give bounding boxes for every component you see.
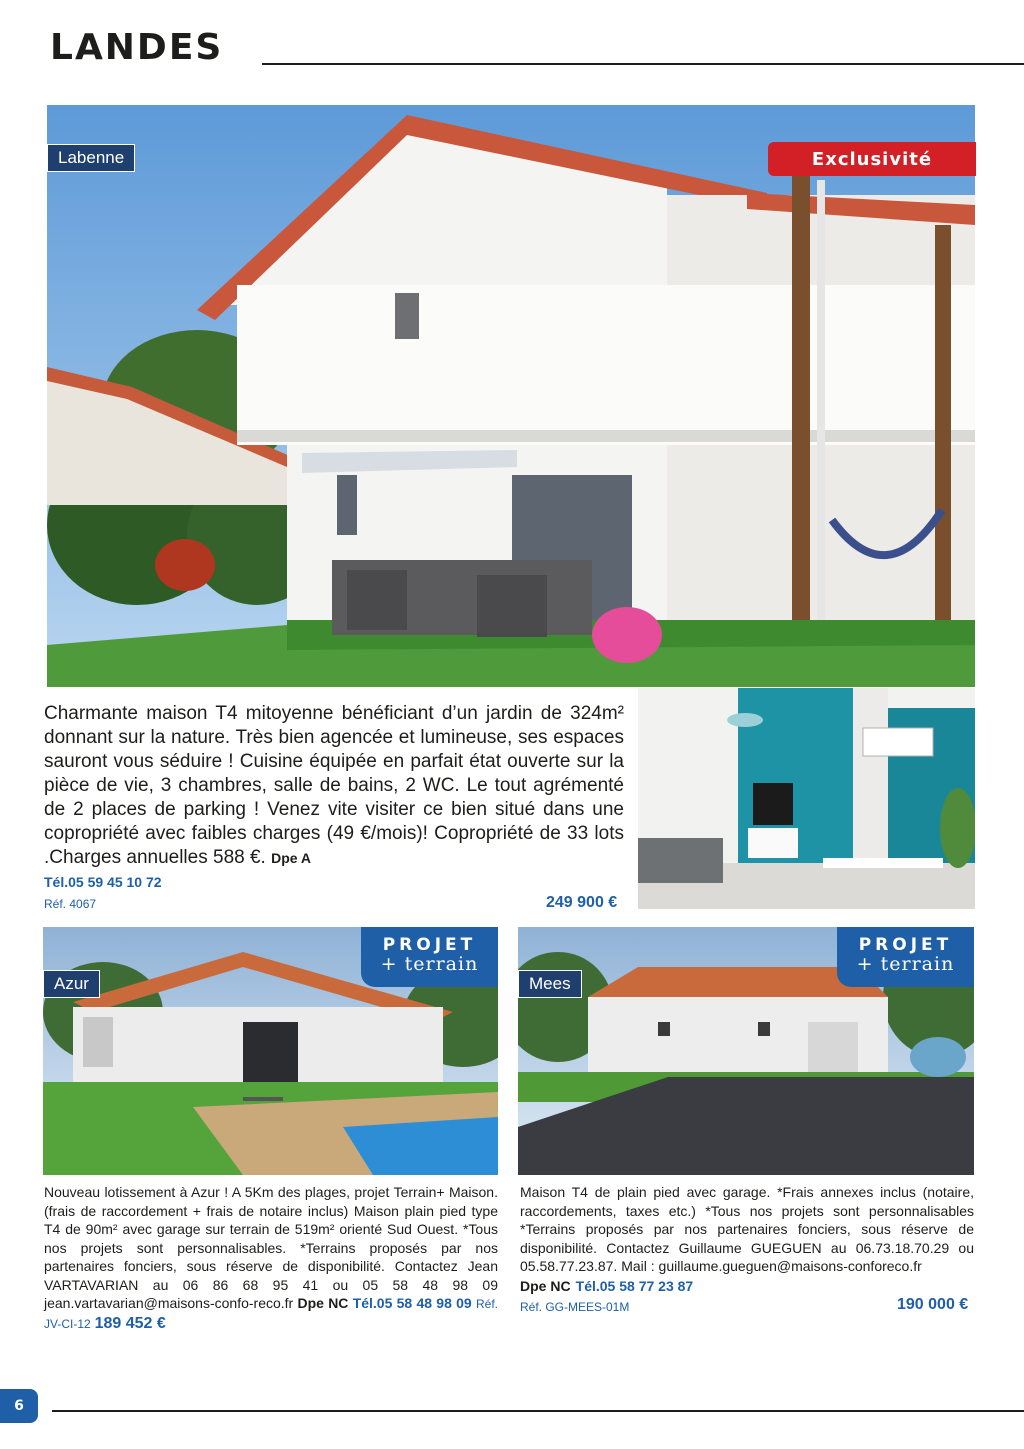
mees-listing-phone: Tél.05 58 77 23 87 <box>575 1278 694 1294</box>
mees-listing-price: 190 000 € <box>897 1296 969 1313</box>
mees-listing-dpe: Dpe NC <box>520 1278 571 1294</box>
page-title: LANDES <box>50 27 224 68</box>
projet-badge-line1: PROJET <box>858 935 953 955</box>
location-tag-mees: Mees <box>518 970 582 998</box>
azur-listing-phone: Tél.05 58 48 98 09 <box>352 1295 472 1311</box>
main-listing-description <box>44 702 624 870</box>
mees-contact-line <box>520 1276 693 1295</box>
main-listing-price: 249 900 € <box>546 894 618 911</box>
mees-listing-description <box>520 1183 974 1276</box>
projet-terrain-badge-azur <box>361 927 498 987</box>
footer-divider <box>52 1410 1024 1412</box>
projet-badge-line2: + terrain <box>856 953 955 975</box>
azur-listing-text: Nouveau lotissement à Azur ! A 5Km des plages, projet Terrain+ Maison. (frais de raccordement + frais de notaire inclus) Maison plain pied type T4 de 90m² avec garage sur terrain de 519m² orienté Sud Ouest. *Tous nos projets sont personnalisables. *Terrains proposés par nos partenaires fonciers, sous réserve de disponibilité. Contactez Jean VARTAVARIAN au 06 86 68 95 41 ou 05 58 48 98 09 jean.vartavarian@maisons-confo-reco.fr <box>44 1184 498 1311</box>
azur-listing-description <box>44 1183 498 1333</box>
location-tag-labenne: Labenne <box>47 144 135 172</box>
main-listing-text: Charmante maison T4 mitoyenne bénéficiant d’un jardin de 324m² donnant sur la nature. Très bien agencée et lumineuse, ses espaces sauront vous séduire ! Cuisine équipée en parfait état ouverte sur la pièce de vie, 3 chambres, salle de bains, 2 WC. Le tout agrémenté de 2 places de parking ! Venez vite visiter ce bien situé dans une copropriété avec faibles charges (49 €/mois)! Copropriété de 33 lots .Charges annuelles 588 €. <box>44 703 624 868</box>
header-divider <box>262 63 1024 65</box>
location-tag-azur: Azur <box>43 970 100 998</box>
main-listing-phone: Tél.05 59 45 10 72 <box>44 874 162 890</box>
azur-listing-ref: Réf. JV-CI-12 <box>44 1297 498 1331</box>
main-listing-dpe: Dpe A <box>271 850 312 866</box>
exclusivite-badge: Exclusivité <box>768 142 976 176</box>
projet-badge-line2: + terrain <box>380 953 479 975</box>
mees-listing-ref: Réf. GG-MEES-01M <box>520 1300 630 1314</box>
page-number: 6 <box>0 1389 38 1423</box>
main-house-photo <box>47 105 975 687</box>
azur-listing-dpe: Dpe NC <box>297 1295 349 1311</box>
projet-badge-line1: PROJET <box>382 935 477 955</box>
main-listing-ref: Réf. 4067 <box>44 897 97 911</box>
azur-listing-price: 189 452 € <box>94 1314 166 1332</box>
mees-listing-text: Maison T4 de plain pied avec garage. *Frais annexes inclus (notaire, raccordements, taxes etc.) *Tous nos projets sont personnalisables *Terrains proposés par nos partenaires fonciers, sous réserve de disponibilité. Contactez Guillaume GUEGUEN au 06.73.18.70.29 ou 05.58.77.23.87. Mail : guillaume.gueguen@maisons-conforeco.fr <box>520 1184 974 1274</box>
interior-photo <box>638 688 975 909</box>
projet-terrain-badge-mees <box>837 927 974 987</box>
